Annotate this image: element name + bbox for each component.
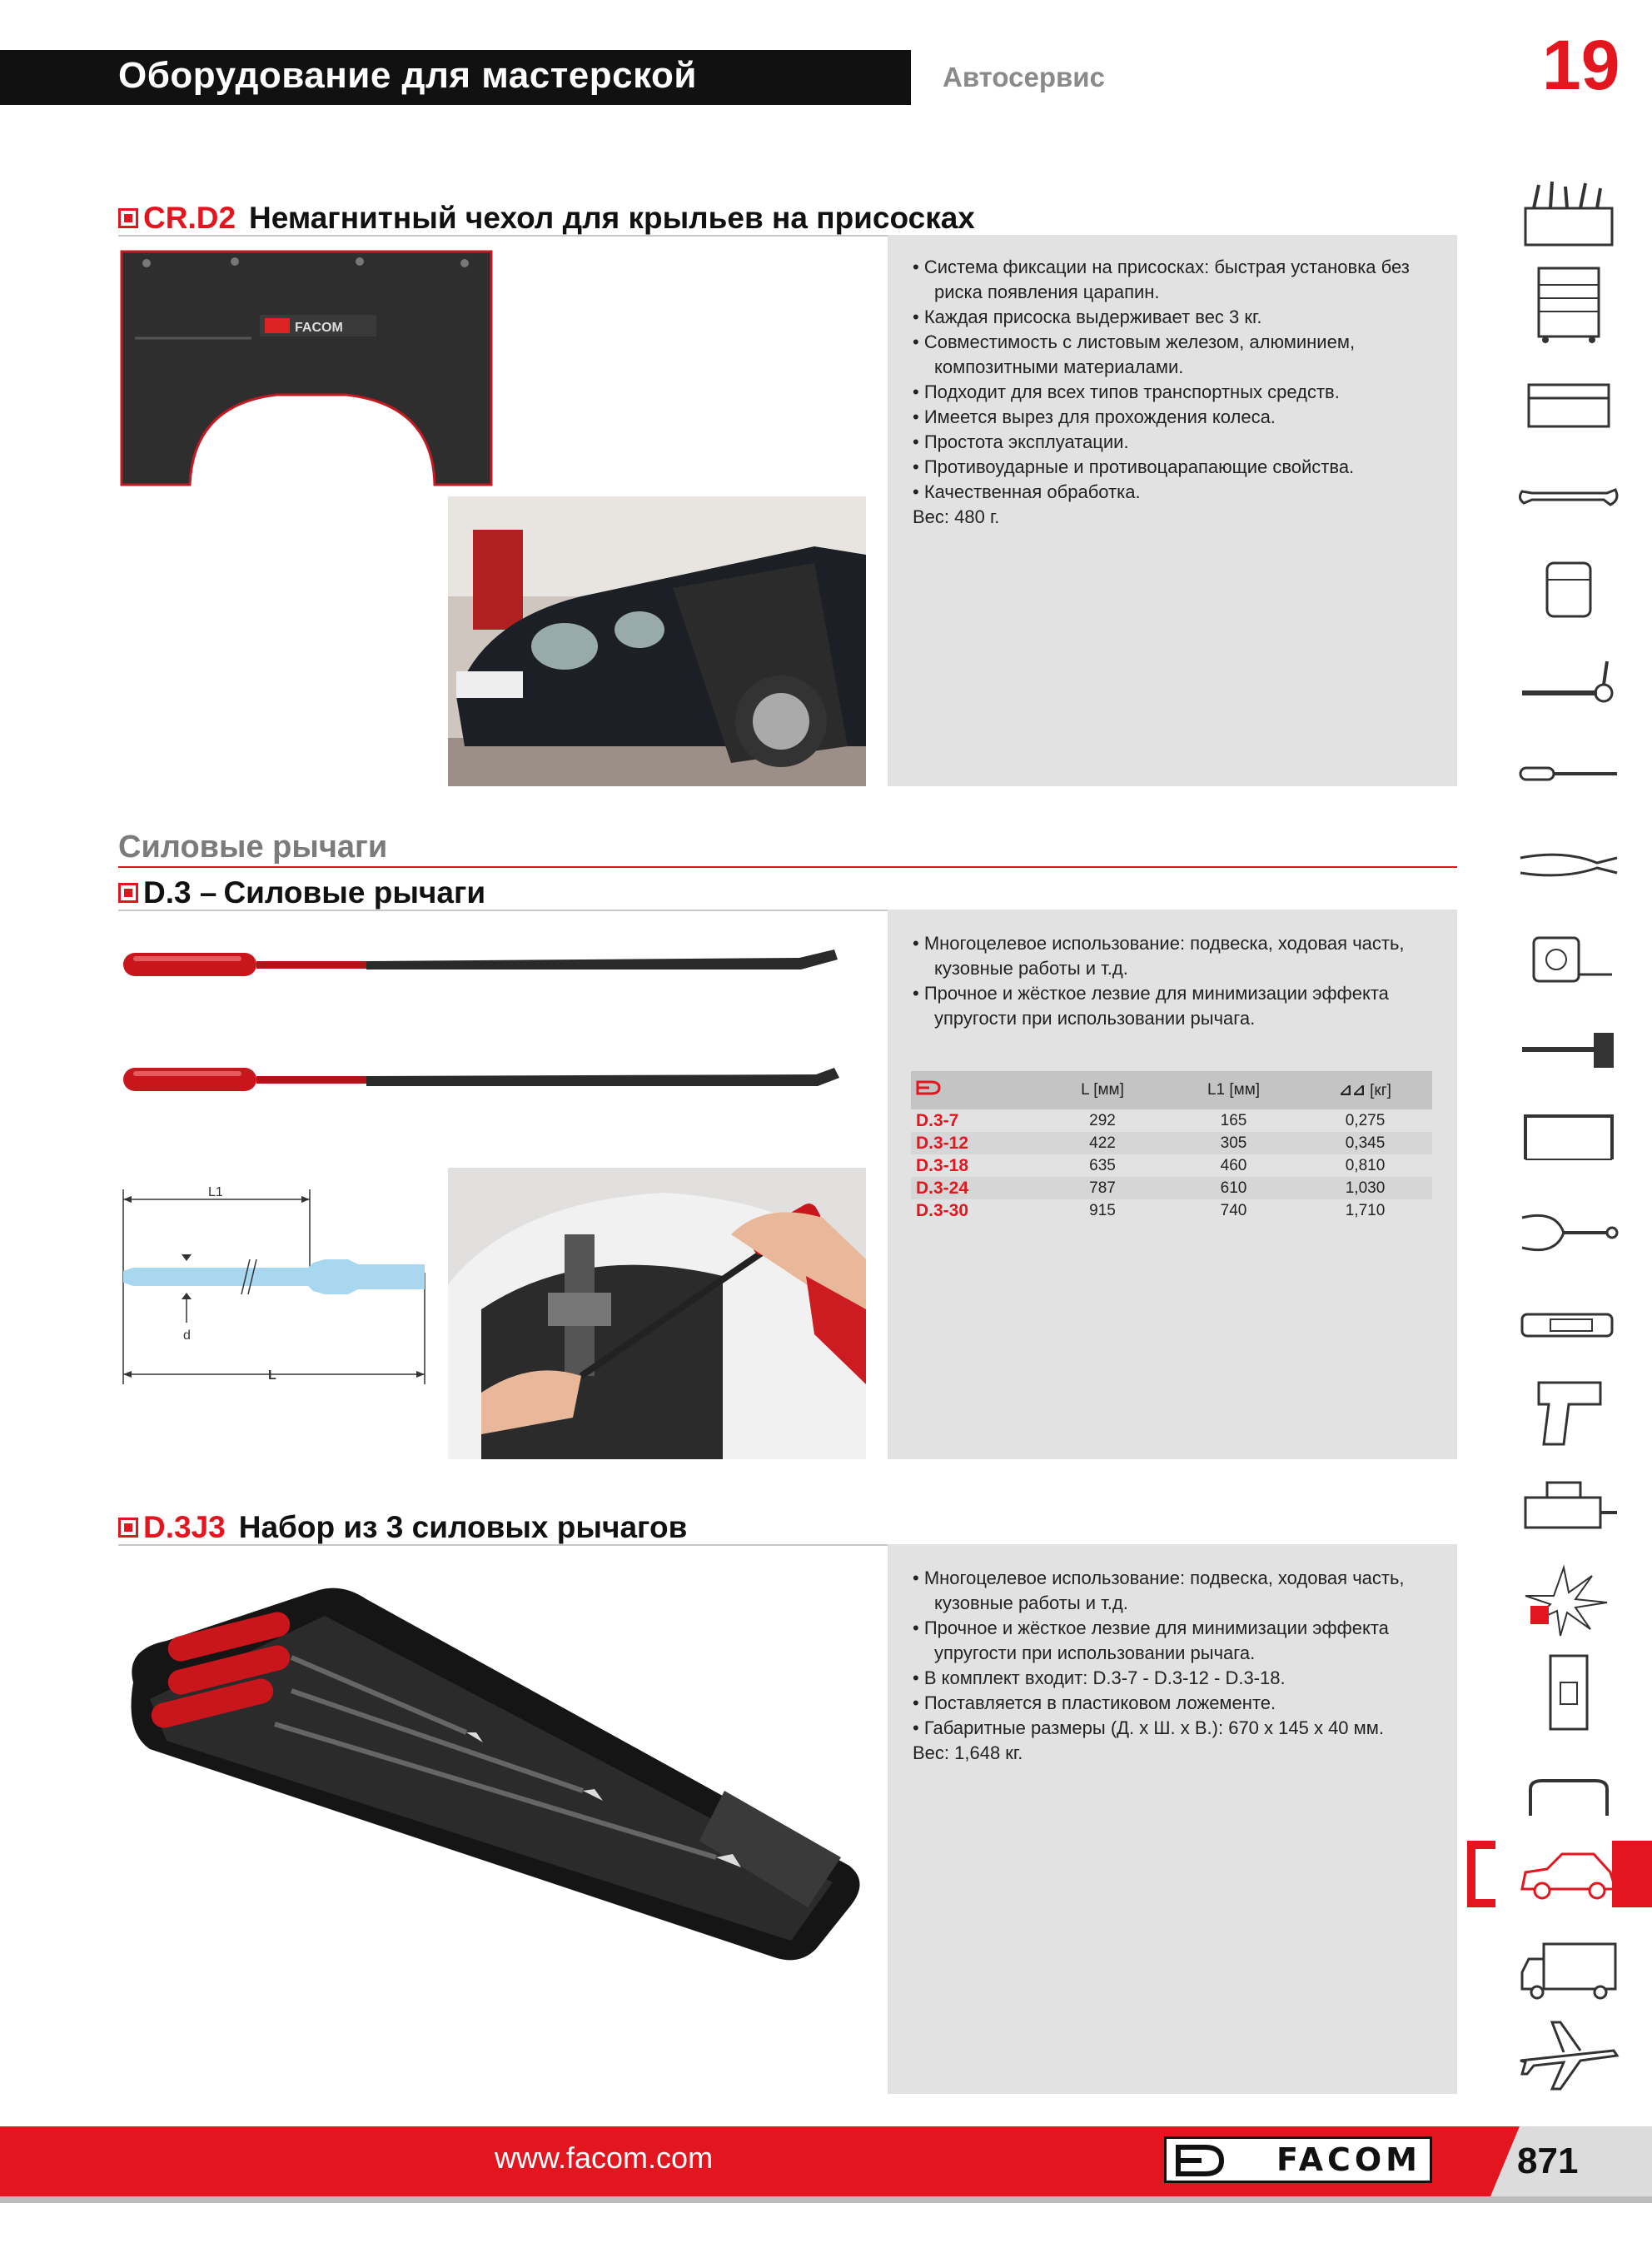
pry-bar-set-tray-image xyxy=(117,1583,866,1999)
table-cell: 305 xyxy=(1220,1134,1247,1152)
page-title: Оборудование для мастерской xyxy=(118,55,697,96)
bullet-item: • Качественная обработка. xyxy=(913,480,1429,505)
section-marker-icon xyxy=(118,883,138,903)
hammer-icon[interactable] xyxy=(1514,1009,1624,1089)
facom-logo-mark-icon xyxy=(1175,2144,1225,2177)
bullet-item-cont: композитными материалами. xyxy=(934,356,1184,377)
bullet-item: • Противоударные и противоцарапающие свойства. xyxy=(913,455,1429,480)
table-cell: 610 xyxy=(1220,1179,1247,1197)
table-cell: 0,810 xyxy=(1345,1156,1386,1174)
table-cell: 635 xyxy=(1089,1156,1116,1174)
table-row xyxy=(911,1177,1432,1199)
safety-icon[interactable] xyxy=(1514,1559,1624,1639)
table-row xyxy=(911,1109,1432,1132)
bullet-item: • Подходит для всех типов транспортных средств. xyxy=(913,380,1429,405)
weight-icon: ⊿⊿ xyxy=(1339,1081,1366,1099)
socket-icon[interactable] xyxy=(1514,550,1624,630)
weight-text: Вес: 1,648 кг. xyxy=(913,1742,1023,1763)
cr-d2-bullets xyxy=(913,255,1429,530)
tool-box-icon[interactable] xyxy=(1514,366,1624,446)
table-cell: 740 xyxy=(1220,1201,1247,1219)
product-title: Набор из 3 силовых рычагов xyxy=(238,1510,688,1544)
facom-logo-text: FACOM xyxy=(1276,2141,1421,2178)
fender-cover-image xyxy=(118,247,495,490)
tester-icon[interactable] xyxy=(1514,1284,1624,1364)
col-header-weight-label: [кг] xyxy=(1370,1081,1391,1099)
col-header-weight xyxy=(1298,1081,1432,1100)
bullet-item: • Каждая присоска выдерживает вес 3 кг. xyxy=(913,305,1429,330)
page-subtitle: Автосервис xyxy=(943,62,1105,92)
brand-reference-icon xyxy=(911,1080,1036,1100)
table-cell: 787 xyxy=(1089,1179,1116,1197)
table-row xyxy=(911,1132,1432,1154)
bullet-item: • Система фиксации на присосках: быстрая установка без xyxy=(913,255,1429,280)
bullet-item-cont: упругости при использовании рычага. xyxy=(934,1642,1256,1663)
product-code: CR.D2 xyxy=(143,201,236,235)
bullet-item-cont: риска появления царапин. xyxy=(934,282,1160,302)
table-cell: 460 xyxy=(1220,1156,1247,1174)
tool-set-icon[interactable] xyxy=(1514,175,1624,255)
section-cr-d2-heading xyxy=(118,200,975,237)
puller-icon[interactable] xyxy=(1514,1193,1624,1273)
fender-logo-text: FACOM xyxy=(295,321,343,335)
section-marker-icon xyxy=(118,208,138,228)
vise-icon[interactable] xyxy=(1514,1464,1624,1544)
d3-spec-table xyxy=(911,1071,1432,1222)
section-d3-heading xyxy=(118,875,485,911)
pliers-icon[interactable] xyxy=(1514,825,1624,905)
table-cell-ref: D.3-18 xyxy=(916,1155,969,1175)
table-cell: 0,275 xyxy=(1345,1111,1386,1129)
page-number: 871 xyxy=(1517,2141,1579,2181)
pry-bar-usage-photo xyxy=(448,1168,866,1459)
hacksaw-icon[interactable] xyxy=(1514,1099,1624,1179)
facom-logo xyxy=(1164,2136,1432,2183)
product-title: Немагнитный чехол для крыльев на присосках xyxy=(249,201,975,235)
spec-table-header xyxy=(911,1071,1432,1109)
handle-icon[interactable] xyxy=(1514,1757,1624,1837)
bullet-item-cont: кузовные работы и т.д. xyxy=(934,1593,1128,1613)
col-header-length-l1: L1 [мм] xyxy=(1207,1081,1261,1099)
dimension-l-label: L xyxy=(268,1368,276,1383)
bullet-item: • Прочное и жёсткое лезвие для минимизации эффекта xyxy=(913,1616,1429,1641)
bullet-item: • Простота эксплуатации. xyxy=(913,430,1429,455)
table-cell: 0,345 xyxy=(1345,1134,1386,1152)
table-cell-ref: D.3-30 xyxy=(916,1200,969,1220)
ratchet-icon[interactable] xyxy=(1514,650,1624,730)
table-cell-ref: D.3-7 xyxy=(916,1110,959,1130)
bullet-item: • Габаритные размеры (Д. x Ш. x В.): 670 x 145 x 40 мм. xyxy=(913,1716,1429,1741)
table-cell: 422 xyxy=(1089,1134,1116,1152)
table-cell: 915 xyxy=(1089,1201,1116,1219)
chapter-number: 19 xyxy=(1542,26,1620,104)
dimension-l1-label: L1 xyxy=(208,1185,223,1199)
car-with-cover-photo xyxy=(448,496,866,786)
airplane-icon[interactable] xyxy=(1514,2014,1624,2094)
combination-wrench-icon[interactable] xyxy=(1514,456,1624,536)
pry-bar-dimension-diagram xyxy=(117,1181,433,1389)
active-category-bracket xyxy=(1467,1841,1495,1907)
table-row xyxy=(911,1154,1432,1177)
tape-measure-icon[interactable] xyxy=(1514,920,1624,999)
tool-cabinet-icon[interactable] xyxy=(1514,265,1624,345)
screwdriver-icon[interactable] xyxy=(1514,733,1624,813)
d3j3-bullets xyxy=(913,1566,1429,1766)
col-header-length: L [мм] xyxy=(1081,1081,1124,1099)
category-divider xyxy=(118,866,1457,868)
electrical-icon[interactable] xyxy=(1514,1652,1624,1732)
bullet-item: • Совместимость с листовым железом, алюминием, xyxy=(913,330,1429,355)
bullet-item: • Имеется вырез для прохождения колеса. xyxy=(913,405,1429,430)
table-row xyxy=(911,1199,1432,1222)
table-cell: 165 xyxy=(1220,1111,1247,1129)
footer-bottom-line xyxy=(0,2196,1652,2203)
bullet-item-cont: кузовные работы и т.д. xyxy=(934,958,1128,979)
bullet-item: • Прочное и жёсткое лезвие для минимизации эффекта xyxy=(913,981,1429,1006)
category-title: Силовые рычаги xyxy=(118,830,388,865)
pry-bar-image-1 xyxy=(117,941,841,991)
footer-url-link[interactable]: www.facom.com xyxy=(495,2141,714,2175)
product-title: Силовые рычаги xyxy=(223,875,486,910)
table-cell: 1,710 xyxy=(1345,1201,1386,1219)
truck-icon[interactable] xyxy=(1514,1929,1624,2009)
impact-wrench-icon[interactable] xyxy=(1514,1371,1624,1451)
weight-text: Вес: 480 г. xyxy=(913,506,1000,527)
table-cell-ref: D.3-24 xyxy=(916,1178,969,1198)
product-code: D.3 – xyxy=(143,875,217,910)
bullet-item: • Многоцелевое использование: подвеска, ходовая часть, xyxy=(913,1566,1429,1591)
dimension-d-label: d xyxy=(183,1328,191,1343)
table-cell-ref: D.3-12 xyxy=(916,1133,969,1153)
d3-bullets xyxy=(913,931,1429,1031)
section-marker-icon xyxy=(118,1518,138,1538)
pry-bar-image-2 xyxy=(117,1056,841,1106)
bullet-item: • В комплект входит: D.3-7 - D.3-12 - D.3-18. xyxy=(913,1666,1429,1691)
car-icon[interactable] xyxy=(1514,1836,1624,1916)
table-cell: 292 xyxy=(1089,1111,1116,1129)
bullet-item: • Многоцелевое использование: подвеска, ходовая часть, xyxy=(913,931,1429,956)
bullet-item: • Поставляется в пластиковом ложементе. xyxy=(913,1691,1429,1716)
bullet-item-cont: упругости при использовании рычага. xyxy=(934,1008,1256,1029)
table-cell: 1,030 xyxy=(1345,1179,1386,1197)
product-code: D.3J3 xyxy=(143,1510,226,1544)
section-d3j3-heading xyxy=(118,1509,687,1546)
